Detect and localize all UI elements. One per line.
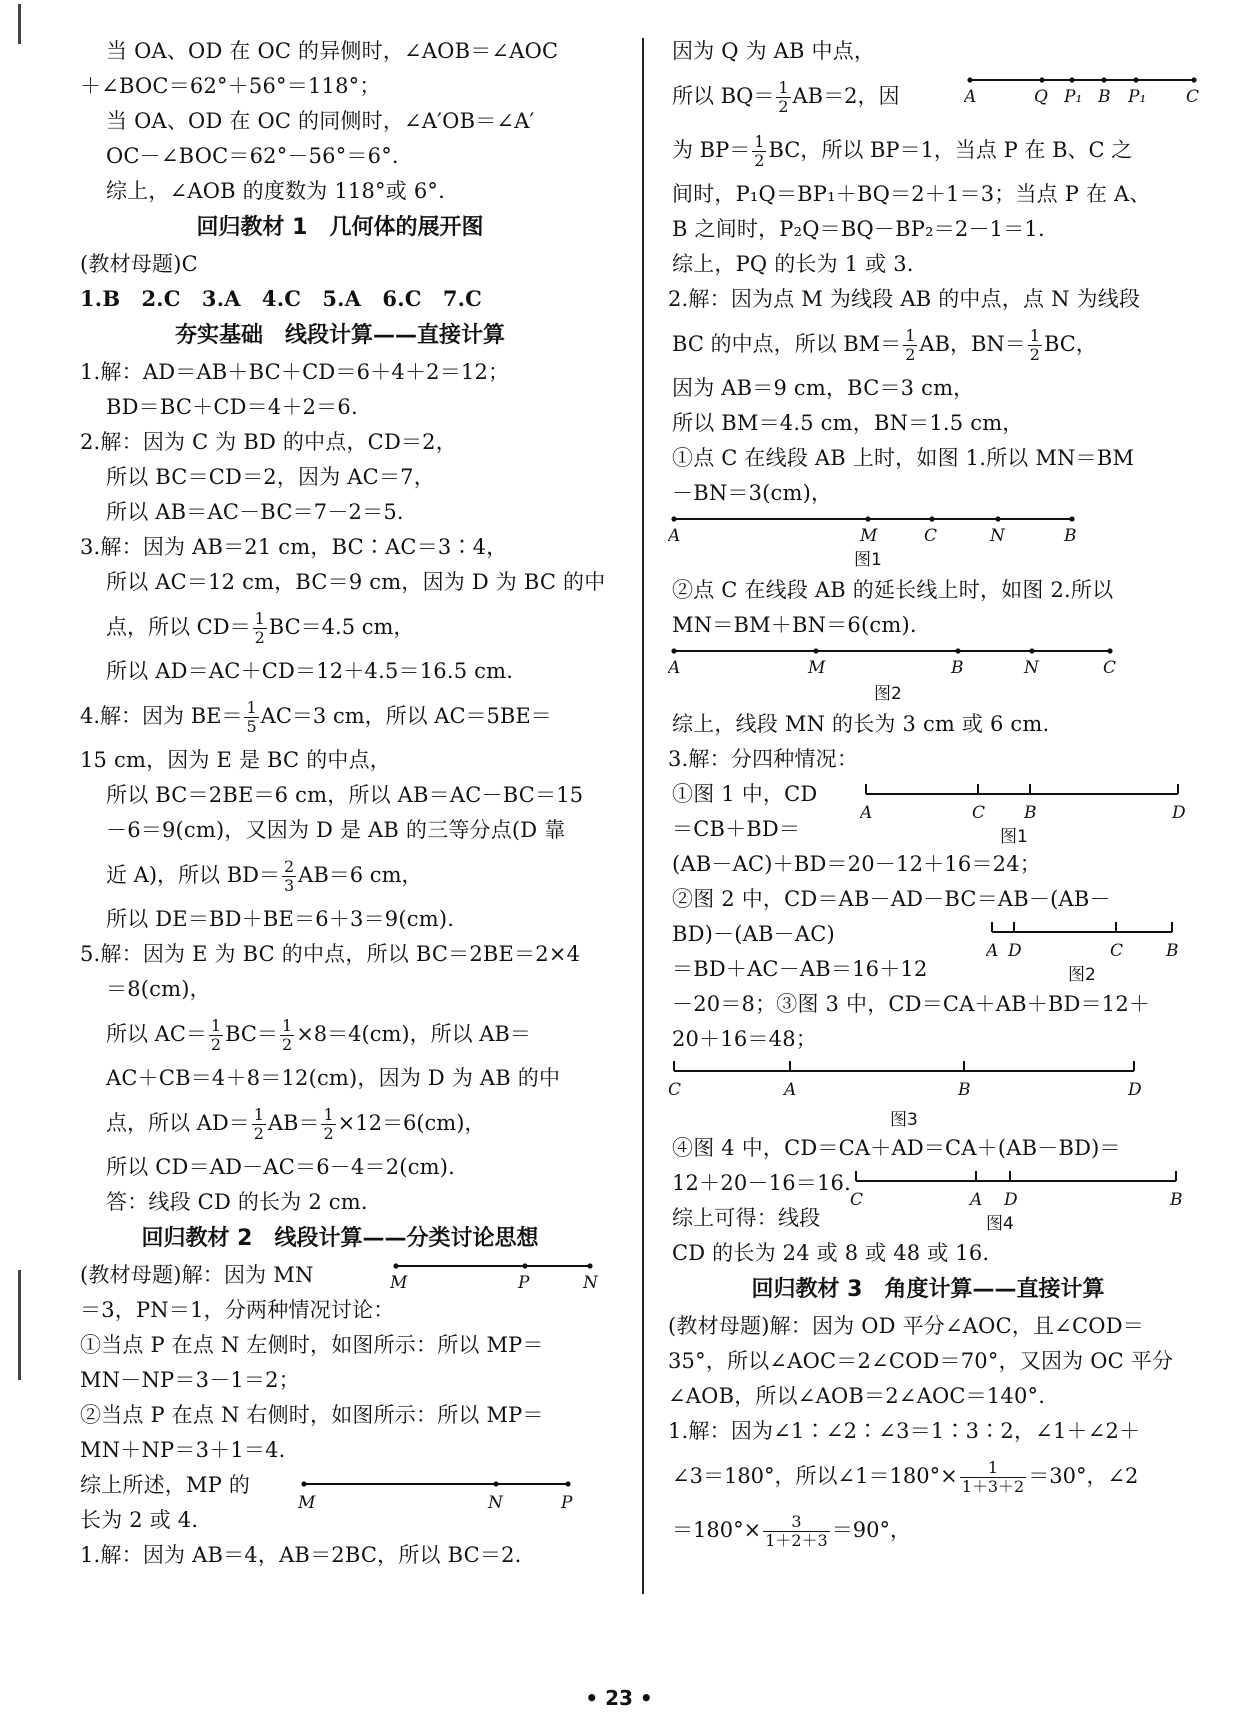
text-line: 长为 2 或 4.: [80, 1508, 199, 1532]
text-line: ＝BD＋AC－AB＝16＋12: [672, 957, 928, 981]
text-line: 点，所以 CD＝ $\frac{1}{2}$ BC＝4.5 cm，: [106, 609, 415, 647]
point-label: D: [1128, 1080, 1142, 1100]
point-dot: [1069, 516, 1074, 521]
segment-figure-s1: [668, 511, 1208, 573]
fraction: $\frac{1}{2}$: [253, 1105, 264, 1143]
segment-figure-t3: [668, 1057, 1208, 1131]
text-line: 当 OA、OD 在 OC 的同侧时，∠A′OB＝∠A′: [106, 109, 535, 133]
point-label: C: [972, 803, 986, 823]
segment-figure-mpn: [390, 1254, 600, 1294]
text-line: 所以 BC＝CD＝2，因为 AC＝7，: [106, 465, 435, 489]
text-line: ①点 C 在线段 AB 上时，如图 1.所以 MN＝BM: [672, 446, 1135, 470]
scan-edge-mark: [18, 1270, 21, 1380]
point-label: P: [561, 1493, 573, 1513]
text-line: 综上，PQ 的长为 1 或 3.: [672, 252, 914, 276]
text-line: ∠AOB，所以∠AOB＝2∠AOC＝140°.: [668, 1384, 1046, 1408]
point-label: A: [986, 941, 999, 961]
text-line: 3.解：因为 AB＝21 cm，BC∶AC＝3∶4，: [80, 535, 508, 559]
point-dot: [813, 648, 818, 653]
point-dot: [1107, 648, 1112, 653]
point-dot: [671, 648, 676, 653]
text-line: AC＋CB＝4＋8＝12(cm)，因为 D 为 AB 的中: [106, 1066, 561, 1090]
text-line: 5.解：因为 E 为 BC 的中点，所以 BC＝2BE＝2×4: [80, 942, 581, 966]
text-line: BD＝BC＋CD＝4＋2＝6.: [106, 395, 358, 419]
point-label: M: [808, 658, 826, 678]
point-dot: [1133, 77, 1138, 82]
text-line: 12＋20－16＝16.: [672, 1171, 851, 1195]
column-divider: [642, 38, 644, 1594]
point-label: B: [951, 658, 964, 678]
point-dot: [1029, 648, 1034, 653]
text-line: 所以 BQ＝ $\frac{1}{2}$ AB＝2，因: [672, 78, 900, 116]
text-line: －20＝8；③图 3 中，CD＝CA＋AB＋BD＝12＋: [672, 992, 1151, 1016]
point-dot: [493, 1481, 498, 1486]
text-line: 35°，所以∠AOC＝2∠COD＝70°，又因为 OC 平分: [668, 1349, 1174, 1373]
text-line: 4.解：因为 BE＝ $\frac{1}{5}$ AC＝3 cm，所以 AC＝5BE＝: [80, 698, 552, 736]
text-line: ①图 1 中，CD: [672, 782, 818, 806]
text-line: 2.解：因为点 M 为线段 AB 的中点，点 N 为线段: [668, 287, 1141, 311]
point-dot: [671, 516, 676, 521]
point-label: N: [488, 1493, 503, 1513]
section-heading: 回归教材 3 角度计算——直接计算: [751, 1277, 1105, 1302]
point-label: B: [1098, 87, 1111, 107]
point-label: M: [860, 526, 878, 546]
text-line: 所以 BM＝4.5 cm，BN＝1.5 cm，: [672, 411, 1024, 435]
text-line: (教材母题)解：因为 OD 平分∠AOC，且∠COD＝: [668, 1314, 1144, 1338]
segment-figure-aqpbpc: [964, 72, 1204, 116]
text-line: 1.解：因为∠1∶∠2∶∠3＝1∶3∶2，∠1＋∠2＋: [668, 1419, 1141, 1443]
point-label: B: [1166, 941, 1179, 961]
text-line: (教材母题)解：因为 MN: [80, 1263, 314, 1287]
text-line: －BN＝3(cm)，: [672, 481, 833, 505]
text-line: ④图 4 中，CD＝CA＋AD＝CA＋(AB－BD)＝: [672, 1136, 1121, 1160]
segment-figure-t4: [850, 1169, 1190, 1239]
problem-block-cd: [668, 742, 1208, 1270]
point-label: Q: [1034, 87, 1048, 107]
page-number: • 23 •: [585, 1686, 653, 1710]
text-line: ①当点 P 在点 N 左侧时，如图所示：所以 MP＝: [80, 1333, 544, 1357]
text-line: ②当点 P 在点 N 右侧时，如图所示：所以 MP＝: [80, 1403, 544, 1427]
text-line: 1.解：因为 AB＝4，AB＝2BC，所以 BC＝2.: [80, 1543, 522, 1567]
text-line: ＝180°× $\frac{3}{1+2+3}$ ＝90°，: [672, 1512, 911, 1550]
text-line: 2.解：因为 C 为 BD 的中点，CD＝2，: [80, 430, 457, 454]
problem-block-pq: [668, 34, 1208, 281]
point-label: A: [860, 803, 873, 823]
figure-caption: 图4: [986, 1214, 1014, 1234]
point-label: A: [784, 1080, 797, 1100]
text-line: 综上，∠AOB 的度数为 118°或 6°.: [106, 179, 445, 203]
fraction: $\frac{1}{2}$: [254, 609, 265, 647]
scan-edge-mark: [18, 4, 21, 44]
point-dot: [587, 1263, 592, 1268]
section-heading: 回归教材 2 线段计算——分类讨论思想: [141, 1226, 539, 1251]
point-label: P₁: [1128, 87, 1147, 107]
point-label: A: [970, 1190, 983, 1210]
text-line: 所以 BC＝2BE＝6 cm，所以 AB＝AC－BC＝15: [106, 783, 584, 807]
point-label: C: [1103, 658, 1117, 678]
text-line: 因为 AB＝9 cm，BC＝3 cm，: [672, 376, 975, 400]
text-line: 点，所以 AD＝ $\frac{1}{2}$ AB＝ $\frac{1}{2}$ ×12＝6(cm)，: [106, 1105, 486, 1143]
point-label: C: [668, 1080, 682, 1100]
text-line: MN－NP＝3－1＝2；: [80, 1368, 300, 1392]
text-line: BC 的中点，所以 BM＝ $\frac{1}{2}$ AB，BN＝ $\frac{1}{2}$ BC，: [672, 326, 1097, 364]
fraction: $\frac{1}{2}$: [778, 78, 789, 116]
text-line: 所以 AB＝AC－BC＝7－2＝5.: [106, 500, 404, 524]
text-line: BD)－(AB－AC): [672, 922, 835, 946]
problem-block-mp: [80, 1258, 635, 1572]
point-dot: [522, 1263, 527, 1268]
point-dot: [1069, 77, 1074, 82]
text-line: ＋∠BOC＝62°＋56°＝118°；: [80, 74, 381, 98]
point-label: N: [990, 526, 1005, 546]
text-line: ＝8(cm)，: [106, 977, 211, 1001]
text-line: 所以 DE＝BD＋BE＝6＋3＝9(cm).: [106, 907, 455, 931]
section-heading: 夯实基础 线段计算——直接计算: [174, 323, 505, 348]
text-line: 综上，线段 MN 的长为 3 cm 或 6 cm.: [672, 712, 1050, 736]
figure-caption: 图2: [1068, 965, 1096, 985]
segment-figure-t2: [986, 920, 1186, 990]
answer-list: 1.B 2.C 3.A 4.C 5.A 6.C 7.C: [80, 286, 483, 311]
point-label: B: [958, 1080, 971, 1100]
figure-caption: 图1: [1000, 827, 1028, 847]
text-line: MN＋NP＝3＋1＝4.: [80, 1438, 286, 1462]
fraction: $\frac{1}{2}$: [282, 1016, 293, 1054]
point-dot: [565, 1481, 570, 1486]
point-label: N: [583, 1273, 598, 1293]
point-dot: [955, 648, 960, 653]
point-label: A: [964, 87, 977, 107]
text-line: MN＝BM＋BN＝6(cm).: [672, 613, 917, 637]
figure-caption: 图3: [890, 1110, 918, 1130]
point-label: D: [1172, 803, 1186, 823]
point-label: D: [1008, 941, 1022, 961]
point-label: C: [924, 526, 938, 546]
text-line: (教材母题)C: [80, 252, 198, 276]
point-label: P₁: [1064, 87, 1083, 107]
fraction: $\frac{1}{2}$: [754, 132, 765, 170]
text-line: ②图 2 中，CD＝AB－AD－BC＝AB－(AB－: [672, 887, 1111, 911]
text-line: CD 的长为 24 或 8 或 48 或 16.: [672, 1241, 990, 1265]
figure-caption: 图1: [854, 550, 882, 570]
right-column: [668, 34, 1208, 1557]
text-line: 近 A)，所以 BD＝ $\frac{2}{3}$ AB＝6 cm，: [106, 857, 423, 895]
text-line: 所以 AC＝12 cm，BC＝9 cm，因为 D 为 BC 的中: [106, 570, 606, 594]
point-label: A: [668, 658, 681, 678]
text-line: 3.解：分四种情况：: [668, 747, 859, 771]
fraction: $\frac{2}{3}$: [283, 857, 295, 895]
segment-figure-t1: [860, 782, 1190, 852]
left-column: [80, 34, 635, 1573]
text-line: 间时，P₁Q＝BP₁＋BQ＝2＋1＝3；当点 P 在 A、: [672, 182, 1151, 206]
text-line: ＝3，PN＝1，分两种情况讨论：: [80, 1298, 395, 1322]
text-line: ∠3＝180°，所以∠1＝180°× $\frac{1}{1+3+2}$ ＝30°，∠2: [672, 1458, 1139, 1496]
point-label: A: [668, 526, 681, 546]
point-label: D: [1004, 1190, 1018, 1210]
fraction: $\frac{3}{1+2+3}$: [765, 1512, 828, 1550]
fraction: $\frac{1}{2}$: [210, 1016, 222, 1054]
text-line: －6＝9(cm)，又因为 D 是 AB 的三等分点(D 靠: [106, 818, 566, 842]
fraction: $\frac{1}{2}$: [905, 326, 916, 364]
section-heading: 回归教材 1 几何体的展开图: [196, 215, 484, 240]
text-line: 1.解：AD＝AB＋BC＋CD＝6＋4＋2＝12；: [80, 360, 510, 384]
text-line: 当 OA、OD 在 OC 的异侧时，∠AOB＝∠AOC: [106, 39, 559, 63]
segment-figure-s2: [668, 643, 1208, 707]
point-label: P: [518, 1273, 530, 1293]
text-line: (AB－AC)＋BD＝20－12＋16＝24；: [672, 852, 1041, 876]
fraction: $\frac{1}{1+3+2}$: [961, 1458, 1025, 1496]
text-line: 综上所述，MP 的: [80, 1473, 251, 1497]
fraction: $\frac{1}{2}$: [1029, 326, 1040, 364]
fraction: $\frac{1}{2}$: [323, 1105, 334, 1143]
text-line: 所以 CD＝AD－AC＝6－4＝2(cm).: [106, 1155, 456, 1179]
point-label: N: [1024, 658, 1039, 678]
point-dot: [301, 1481, 306, 1486]
text-line: 答：线段 CD 的长为 2 cm.: [106, 1190, 368, 1214]
point-label: B: [1064, 526, 1077, 546]
point-dot: [393, 1263, 398, 1268]
point-dot: [995, 516, 1000, 521]
figure-caption: 图2: [874, 684, 902, 704]
text-line: OC－∠BOC＝62°－56°＝6°.: [106, 144, 399, 168]
text-line: ＝CB＋BD＝: [672, 817, 801, 841]
point-label: B: [1024, 803, 1037, 823]
text-line: ②点 C 在线段 AB 的延长线上时，如图 2.所以: [672, 578, 1114, 602]
point-label: C: [1186, 87, 1200, 107]
fraction: $\frac{1}{5}$: [246, 698, 257, 736]
point-label: M: [298, 1493, 316, 1513]
point-label: C: [1110, 941, 1124, 961]
point-dot: [929, 516, 934, 521]
point-dot: [865, 516, 870, 521]
text-line: B 之间时，P₂Q＝BQ－BP₂＝2－1＝1.: [672, 217, 1045, 241]
point-label: C: [850, 1190, 864, 1210]
segment-figure-mnp: [298, 1474, 578, 1518]
text-line: 所以 AC＝ $\frac{1}{2}$ BC＝ $\frac{1}{2}$ ×8＝4(cm)，所以 AB＝: [106, 1016, 531, 1054]
point-dot: [1191, 77, 1196, 82]
point-label: B: [1170, 1190, 1183, 1210]
text-line: 15 cm，因为 E 是 BC 的中点，: [80, 748, 391, 772]
text-line: 为 BP＝ $\frac{1}{2}$ BC，所以 BP＝1，当点 P 在 B、C 之: [672, 132, 1133, 170]
point-label: M: [390, 1273, 408, 1293]
text-line: 所以 AD＝AC＋CD＝12＋4.5＝16.5 cm.: [106, 659, 514, 683]
point-dot: [1101, 77, 1106, 82]
point-dot: [1039, 77, 1044, 82]
text-line: 20＋16＝48；: [672, 1027, 817, 1051]
point-dot: [967, 77, 972, 82]
text-line: 因为 Q 为 AB 中点，: [672, 39, 876, 63]
text-line: 综上可得：线段: [672, 1206, 821, 1230]
